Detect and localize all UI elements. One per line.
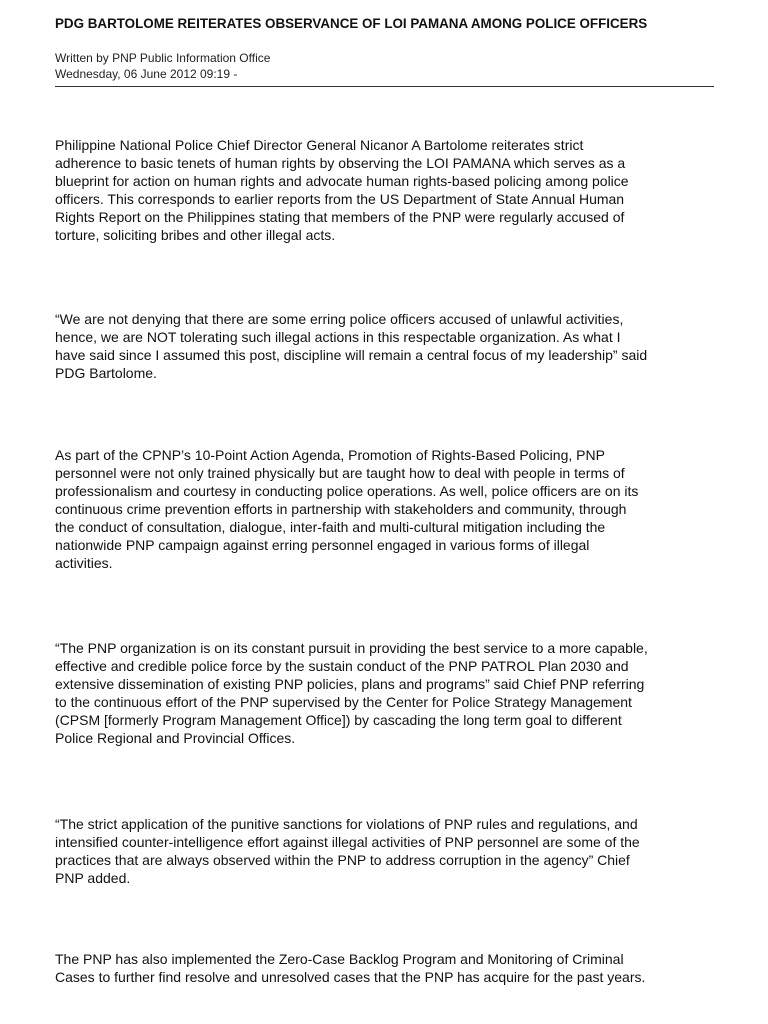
paragraph-line: activities. [55, 555, 113, 571]
paragraph-line: the conduct of consultation, dialogue, inter-faith and multi-cultural mitigation including the [55, 519, 606, 535]
article-title: PDG BARTOLOME REITERATES OBSERVANCE OF LOI PAMANA AMONG POLICE OFFICERS [55, 16, 648, 31]
paragraph-line: PNP added. [55, 870, 131, 886]
paragraph-line: As part of the CPNP’s 10-Point Action Agenda, Promotion of Rights-Based Policing, PNP [55, 447, 605, 463]
article-paragraph [55, 310, 714, 382]
paragraph-line: torture, soliciting bribes and other illegal acts. [55, 227, 336, 243]
paragraph-line: (CPSM [formerly Program Management Office]) by cascading the long term goal to different [55, 712, 622, 728]
paragraph-line: adherence to basic tenets of human rights by observing the LOI PAMANA which serves as a [55, 155, 626, 171]
article-paragraph [55, 639, 714, 747]
paragraph-line: personnel were not only trained physically but are taught how to deal with people in terms of [55, 465, 625, 481]
paragraph-line: to the continuous effort of the PNP supervised by the Center for Police Strategy Management [55, 694, 632, 710]
paragraph-line: continuous crime prevention efforts in partnership with stakeholders and community, through [55, 501, 627, 517]
header-divider [55, 86, 714, 87]
paragraph-line: hence, we are NOT tolerating such illegal actions in this respectable organization. As what I [55, 329, 621, 345]
paragraph-line: Cases to further find resolve and unresolved cases that the PNP has acquire for the past years. [55, 969, 646, 985]
paragraph-line: “We are not denying that there are some erring police officers accused of unlawful activities, [55, 311, 624, 327]
paragraph-line: extensive dissemination of existing PNP policies, plans and programs” said Chief PNP referring [55, 676, 645, 692]
paragraph-line: professionalism and courtesy in conducting police operations. As well, police officers are on its [55, 483, 639, 499]
paragraph-line: The PNP has also implemented the Zero-Case Backlog Program and Monitoring of Criminal [55, 951, 624, 967]
paragraph-line: officers. This corresponds to earlier reports from the US Department of State Annual Human [55, 191, 625, 207]
article-paragraph [55, 950, 714, 986]
paragraph-line: effective and credible police force by the sustain conduct of the PNP PATROL Plan 2030 and [55, 658, 629, 674]
paragraph-line: “The strict application of the punitive sanctions for violations of PNP rules and regulations, and [55, 816, 638, 832]
article-paragraph [55, 136, 714, 244]
paragraph-line: practices that are always observed within the PNP to address corruption in the agency” Chief [55, 852, 630, 868]
article-byline: Written by PNP Public Information Office [55, 51, 271, 65]
article-paragraph [55, 815, 714, 887]
paragraph-line: Philippine National Police Chief Director General Nicanor A Bartolome reiterates strict [55, 137, 584, 153]
paragraph-line: have said since I assumed this post, discipline will remain a central focus of my leadership” said [55, 347, 648, 363]
article-meta [55, 50, 270, 82]
paragraph-line: Rights Report on the Philippines stating that members of the PNP were regularly accused of [55, 209, 625, 225]
article-paragraph [55, 446, 714, 572]
paragraph-line: blueprint for action on human rights and advocate human rights-based policing among police [55, 173, 629, 189]
paragraph-line: PDG Bartolome. [55, 365, 157, 381]
article-dateline: Wednesday, 06 June 2012 09:19 - [55, 67, 238, 81]
paragraph-line: “The PNP organization is on its constant pursuit in providing the best service to a more capable, [55, 640, 648, 656]
paragraph-line: Police Regional and Provincial Offices. [55, 730, 296, 746]
paragraph-line: nationwide PNP campaign against erring personnel engaged in various forms of illegal [55, 537, 590, 553]
paragraph-line: intensified counter-intelligence effort against illegal activities of PNP personnel are some of the [55, 834, 640, 850]
